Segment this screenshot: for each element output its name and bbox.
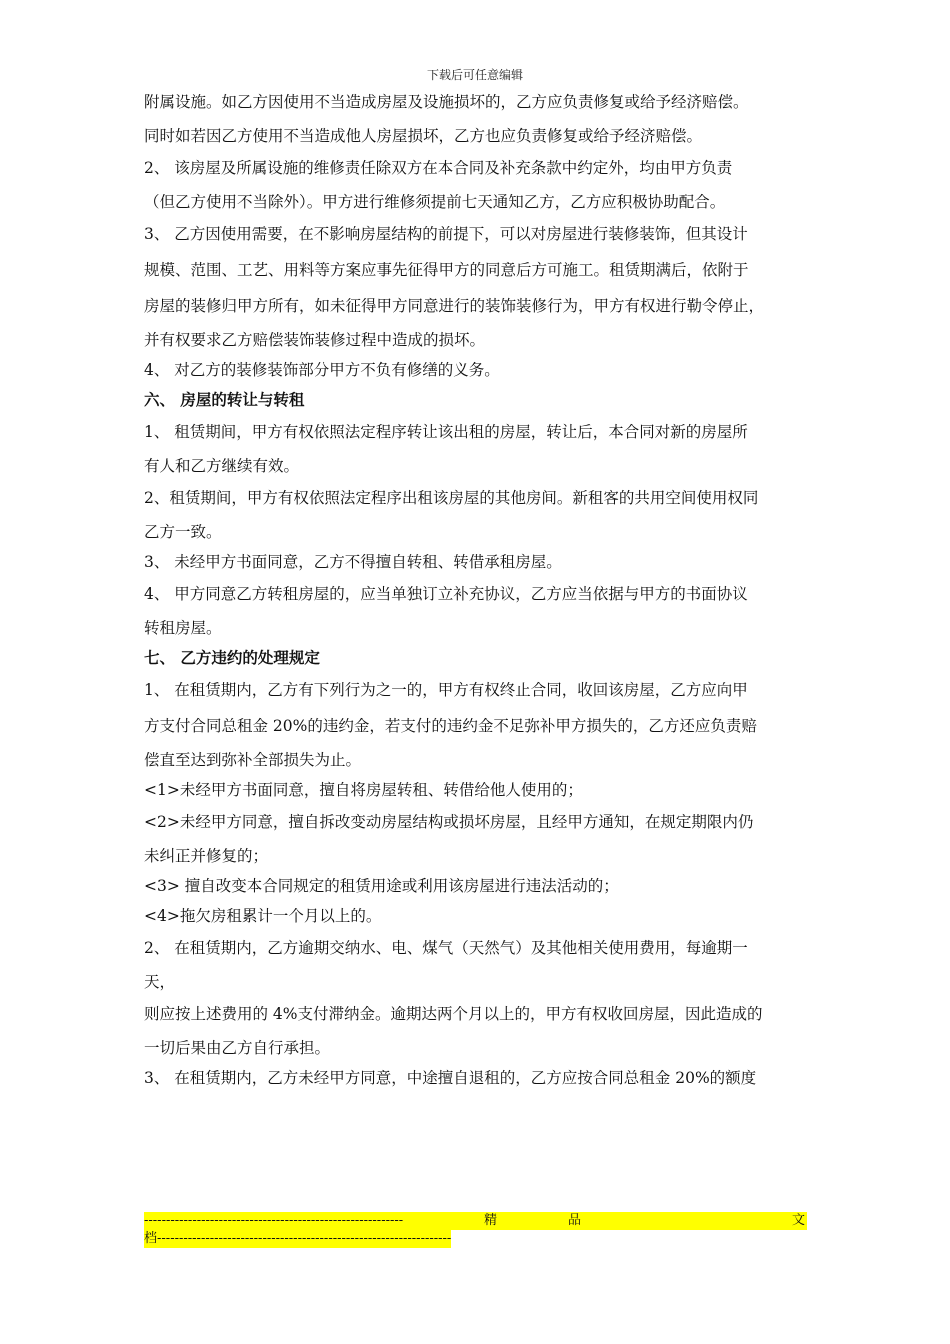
paragraph-line: 房屋的装修归甲方所有，如未征得甲方同意进行的装饰装修行为，甲方有权进行勒令停止，	[144, 297, 765, 315]
footer-word-jing: 精	[484, 1213, 498, 1228]
paragraph-line: 2、 在租赁期内，乙方逾期交纳水、电、煤气（天然气）及其他相关使用费用，每逾期一	[144, 939, 748, 957]
footer-dashes-right: -------------------------------------------------------------------	[157, 1231, 452, 1246]
footer-line-2	[144, 1230, 451, 1248]
paragraph-line: 1、 在租赁期内，乙方有下列行为之一的，甲方有权终止合同，收回该房屋，乙方应向甲	[144, 681, 748, 699]
paragraph-line: 4、 对乙方的装修装饰部分甲方不负有修缮的义务。	[144, 361, 500, 379]
paragraph-line: 并有权要求乙方赔偿装饰装修过程中造成的损坏。	[144, 331, 486, 349]
page-header: 下载后可任意编辑	[426, 68, 523, 82]
paragraph-line: 有人和乙方继续有效。	[144, 457, 300, 475]
document-body	[144, 86, 814, 1094]
footer-line-1	[144, 1212, 807, 1230]
paragraph-line: 规模、范围、工艺、用料等方案应事先征得甲方的同意后方可施工。租赁期满后，依附于	[144, 261, 749, 279]
paragraph-line: 未纠正并修复的；	[144, 847, 269, 865]
paragraph-line: 同时如若因乙方使用不当造成他人房屋损坏，乙方也应负责修复或给予经济赔偿。	[144, 127, 703, 145]
footer-word-dang: 档	[144, 1231, 158, 1246]
paragraph-line: 2、租赁期间，甲方有权依照法定程序出租该房屋的其他房间。新租客的共用空间使用权同	[144, 489, 759, 507]
paragraph-line: 3、 乙方因使用需要，在不影响房屋结构的前提下，可以对房屋进行装修装饰，但其设计	[144, 225, 748, 243]
footer-dashes-left: -----------------------------------------------------------	[144, 1213, 404, 1228]
section-heading: 七、 乙方违约的处理规定	[144, 648, 320, 667]
paragraph-line: 天，	[144, 973, 176, 991]
paragraph-line: （但乙方使用不当除外）。甲方进行维修须提前七天通知乙方，乙方应积极协助配合。	[144, 193, 726, 211]
paragraph-line: 偿直至达到弥补全部损失为止。	[144, 751, 362, 769]
paragraph-line: 方支付合同总租金 20%的违约金，若支付的违约金不足弥补甲方损失的，乙方还应负责赔	[144, 717, 757, 735]
paragraph-line: 乙方一致。	[144, 523, 222, 541]
paragraph-line: <4>拖欠房租累计一个月以上的。	[144, 907, 382, 925]
page-footer	[144, 1212, 807, 1252]
section-heading: 六、 房屋的转让与转租	[144, 390, 305, 409]
paragraph-line: 一切后果由乙方自行承担。	[144, 1039, 331, 1057]
paragraph-line: <2>未经甲方同意，擅自拆改变动房屋结构或损坏房屋，且经甲方通知，在规定期限内仍	[144, 813, 754, 831]
paragraph-line: <3> 擅自改变本合同规定的租赁用途或利用该房屋进行违法活动的；	[144, 877, 619, 895]
paragraph-line: 4、 甲方同意乙方转租房屋的，应当单独订立补充协议，乙方应当依据与甲方的书面协议	[144, 585, 748, 603]
paragraph-line: 3、 在租赁期内，乙方未经甲方同意，中途擅自退租的，乙方应按合同总租金 20%的额度	[144, 1069, 757, 1087]
footer-word-pin: 品	[568, 1213, 582, 1228]
paragraph-line: <1>未经甲方书面同意，擅自将房屋转租、转借给他人使用的；	[144, 781, 583, 799]
footer-word-wen: 文	[792, 1213, 806, 1228]
paragraph-line: 2、 该房屋及所属设施的维修责任除双方在本合同及补充条款中约定外，均由甲方负责	[144, 159, 733, 177]
paragraph-line: 转租房屋。	[144, 619, 222, 637]
paragraph-line: 3、 未经甲方书面同意，乙方不得擅自转租、转借承租房屋。	[144, 553, 562, 571]
paragraph-line: 则应按上述费用的 4%支付滞纳金。逾期达两个月以上的，甲方有权收回房屋，因此造成的	[144, 1005, 763, 1023]
paragraph-line: 1、 租赁期间，甲方有权依照法定程序转让该出租的房屋，转让后，本合同对新的房屋所	[144, 423, 748, 441]
paragraph-line: 附属设施。如乙方因使用不当造成房屋及设施损坏的，乙方应负责修复或给予经济赔偿。	[144, 93, 749, 111]
